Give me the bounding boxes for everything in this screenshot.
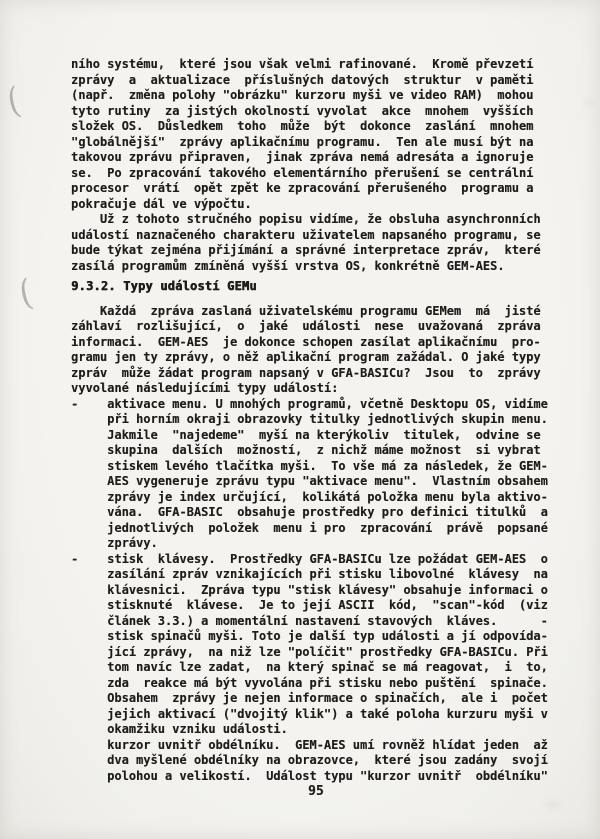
text-line: "globálnější" zprávy aplikačnímu programu. Ten ale musí být na: [71, 134, 534, 149]
text-line: při horním okraji obrazovky titulky jednotlivých skupin menu.: [71, 412, 548, 426]
text-line: zasílá programům zmíněná vyšší vrstva OS, konkrétně GEM-AES.: [71, 258, 505, 273]
text-line: zprávy je index určující, kolikátá položka menu byla aktivo-: [71, 489, 548, 504]
text-line: AES vygeneruje zprávu typu "aktivace menu". Vlastním obsahem: [71, 474, 548, 488]
text-line: skupina dalších možností, z nichž máme možnost si vybrat: [71, 443, 541, 457]
text-line: se. Po zpracování takového elementárního přerušení se centrální: [71, 165, 534, 180]
text-line: událostí naznačeného charakteru uživatelem napsaného programu, se: [71, 227, 541, 242]
text-line: ního systému, které jsou však velmi rafinované. Kromě převzetí: [71, 57, 534, 71]
text-line: článek 3.3.) a momentální nastavení stavových kláves. -: [71, 613, 548, 628]
section-heading: 9.3.2. Typy událostí GEMu: [71, 279, 257, 293]
text-line: zpráv může žádat program napsaný v GFA-BASICu? Jsou to zprávy: [71, 365, 541, 380]
text-line: stiskem levého tlačítka myši. To vše má za následek, že GEM-: [71, 458, 548, 473]
text-line: záhlaví rozlišující, o jaké události nese uvažovaná zpráva: [71, 319, 541, 333]
text-line: polohou a velikostí. Událost typu "kurzor uvnitř obdélníku": [71, 768, 548, 783]
page-number: 95: [308, 784, 324, 799]
text-line: informaci. GEM-AES je dokonce schopen zasílat aplikačnímu pro-: [71, 334, 541, 349]
text-line: jejich aktivací ("dvojitý klik") a také poloha kurzuru myši v: [71, 706, 548, 721]
text-line: vyvolané následujícími typy událostí:: [71, 381, 339, 395]
text-line: Obsahem zprávy je nejen informace o spinačích, ale i počet: [71, 691, 548, 705]
scan-smudge: [546, 801, 560, 809]
margin-pencil-mark-icon: (: [15, 271, 36, 316]
text-line: dva myšlené obdélníky na obrazovce, které jsou zadány svojí: [71, 753, 548, 767]
text-line: stisknuté klávese. Je to její ASCII kód, "scan"-kód (viz: [71, 598, 548, 612]
text-line: tom navíc lze zadat, na který spinač se má reagovat, i to,: [71, 660, 548, 674]
text-line: vána. GFA-BASIC obsahuje prostředky pro definici titulků a: [71, 505, 548, 519]
text-line: - stisk klávesy. Prostředky GFA-BASICu lze požádat GEM-AES o: [71, 551, 548, 566]
scan-smudge: [584, 100, 594, 106]
text-line: Jakmile "najedeme" myší na kterýkoliv titulek, odvine se: [71, 427, 541, 442]
text-line: gramu jen ty zprávy, o něž aplikační program zažádal. O jaké typy: [71, 350, 541, 364]
text-line: pokračuje dál ve výpočtu.: [71, 196, 252, 211]
text-line: klávesnici. Zpráva typu "stisk klávesy" obsahuje informaci o: [71, 582, 548, 597]
text-line: zprávy a aktualizace příslušných datových struktur v paměti: [71, 72, 534, 87]
margin-pencil-mark-icon: (: [3, 79, 24, 124]
text-line: zasílání zpráv vznikajících při stisku libovolné klávesy na: [71, 567, 548, 581]
text-line: jící zprávy, na niž lze "políčit" prostředky GFA-BASICu. Při: [71, 644, 548, 659]
text-line: (např. změna polohy "obrázku" kurzoru myši ve video RAM) mohou: [71, 88, 534, 102]
text-line: - aktivace menu. U mnohých programů, včetně Desktopu OS, vidíme: [71, 396, 548, 411]
document-content: [71, 57, 551, 784]
text-line: takovou zprávu připraven, jinak zpráva nemá adresáta a ignoruje: [71, 150, 534, 164]
text-line: procesor vrátí opět zpět ke zpracování přerušeného programu a: [71, 181, 534, 195]
text-line: stisk spinačů myši. Toto je další typ události a jí odpovída-: [71, 629, 548, 643]
text-line: jednotlivých položek menu i pro zpracování právě popsané: [71, 520, 548, 535]
text-line: složek OS. Důsledkem toho může být dokonce zaslání mnohem: [71, 119, 534, 133]
text-line: Už z tohoto stručného popisu vidíme, že obsluha asynchronních: [71, 212, 541, 226]
text-line: kurzor uvnitř obdélníku. GEM-AES umí rovněž hlídat jeden až: [71, 737, 548, 752]
text-line: zprávy.: [71, 536, 158, 550]
text-line: tyto rutiny za jistých okolností vyvolat akce mnohem vyšších: [71, 103, 534, 118]
paragraph-gap: [71, 295, 551, 304]
text-line: zda reakce má být vyvolána při stisku nebo puštění spinače.: [71, 675, 548, 690]
text-line: okamžiku vzniku události.: [71, 722, 288, 736]
text-line: Každá zpráva zaslaná uživatelskému programu GEMem má jisté: [71, 303, 541, 318]
text-line: bude týkat zejména přijímání a správné interpretace zpráv, které: [71, 243, 541, 257]
